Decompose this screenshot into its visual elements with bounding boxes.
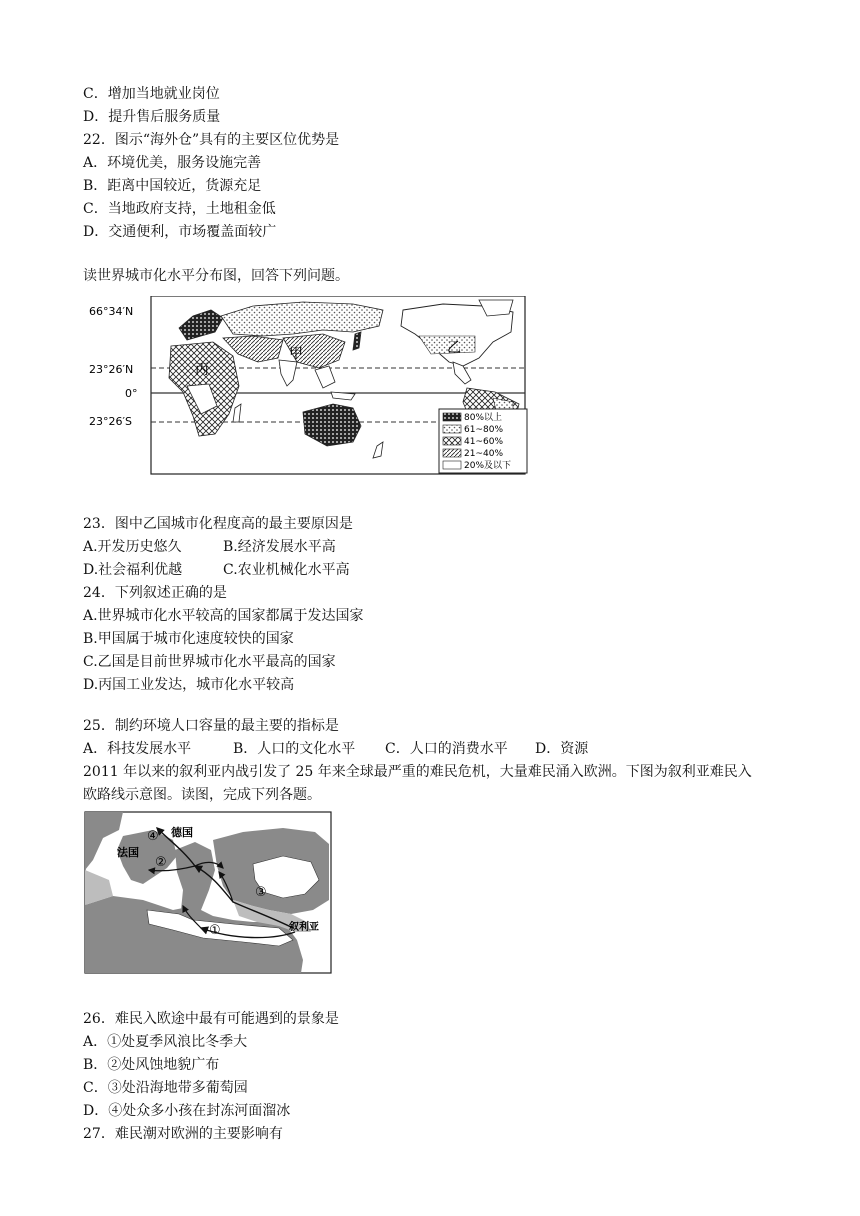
map-legend: [439, 409, 527, 473]
lat-label: 0°: [125, 387, 138, 400]
option-line: C．增加当地就业岗位: [83, 86, 220, 102]
option-line: [83, 537, 336, 557]
option-line: D．交通便利，市场覆盖面较广: [83, 224, 277, 240]
option-line: B.甲国属于城市化速度较快的国家: [83, 631, 294, 647]
option-line: D．④处众多小孩在封冻河面溜冰: [83, 1103, 291, 1119]
option-c: C.农业机械化水平高: [223, 562, 350, 578]
marker-1: ①: [209, 923, 221, 938]
option-line: C．当地政府支持，土地租金低: [83, 201, 276, 217]
option-c: C．人口的消费水平: [385, 741, 508, 757]
option-d: D．资源: [535, 741, 589, 757]
refugee-route-map: [83, 810, 333, 975]
country-label-jia: 甲: [289, 346, 303, 362]
label-france: 法国: [117, 846, 139, 859]
legend-label: 80%以上: [464, 413, 503, 423]
label-germany: 德国: [171, 826, 193, 839]
option-line: C.乙国是目前世界城市化水平最高的国家: [83, 654, 336, 670]
intro-text: 欧路线示意图。读图，完成下列各题。: [83, 787, 321, 803]
option-line: B．距离中国较近，货源充足: [83, 178, 262, 194]
question-23: 23．图中乙国城市化程度高的最主要原因是: [83, 516, 353, 532]
option-line: B．②处风蚀地貌广布: [83, 1057, 220, 1073]
country-label-yi: 乙: [447, 340, 461, 356]
option-line: A.世界城市化水平较高的国家都属于发达国家: [83, 608, 364, 624]
option-line: D.丙国工业发达，城市化水平较高: [83, 677, 295, 693]
question-22: 22．图示“海外仓”具有的主要区位优势是: [83, 132, 340, 148]
world-urbanization-map: [83, 296, 529, 476]
question-25: 25．制约环境人口容量的最主要的指标是: [83, 718, 339, 734]
option-b: B.经济发展水平高: [223, 539, 336, 555]
option-line: A．环境优美，服务设施完善: [83, 155, 262, 171]
question-27: 27．难民潮对欧洲的主要影响有: [83, 1126, 283, 1142]
question-24: 24．下列叙述正确的是: [83, 585, 227, 601]
option-b: B．人口的文化水平: [233, 741, 356, 757]
marker-3: ③: [255, 885, 267, 900]
legend-label: 41~60%: [464, 437, 503, 447]
option-a: A．科技发展水平: [83, 741, 192, 757]
legend-label: 21~40%: [464, 449, 503, 459]
option-line: A．①处夏季风浪比冬季大: [83, 1034, 248, 1050]
marker-4: ④: [147, 829, 159, 844]
marker-2: ②: [155, 855, 167, 870]
lat-label: 23°26′N: [89, 363, 134, 376]
option-line: [83, 739, 588, 759]
legend-label: 61~80%: [464, 425, 503, 435]
option-line: D．提升售后服务质量: [83, 109, 221, 125]
lat-label: 66°34′N: [89, 305, 134, 318]
country-label-bing: 丙: [195, 362, 209, 378]
option-d: D.社会福利优越: [83, 562, 183, 578]
question-26: 26．难民入欧途中最有可能遇到的景象是: [83, 1011, 339, 1027]
option-line: [83, 560, 350, 580]
option-a: A.开发历史悠久: [83, 539, 182, 555]
intro-text: 2011 年以来的叙利亚内战引发了 25 年来全球最严重的难民危机，大量难民涌入欧洲。下图为叙利亚难民入: [83, 764, 752, 780]
option-line: C．③处沿海地带多葡萄园: [83, 1080, 248, 1096]
legend-label: 20%及以下: [464, 461, 512, 471]
label-syria: 叙利亚: [289, 922, 319, 933]
lat-label: 23°26′S: [89, 415, 132, 428]
intro-text: 读世界城市化水平分布图，回答下列问题。: [83, 268, 349, 284]
